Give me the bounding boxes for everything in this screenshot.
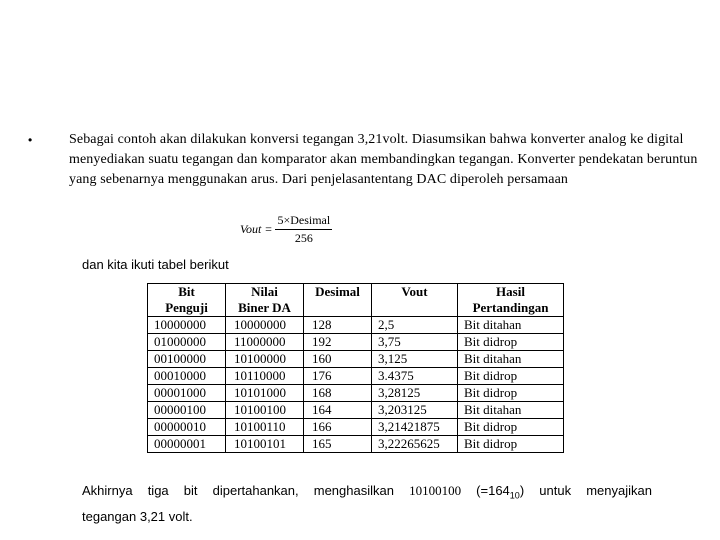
cell-desimal: 164	[304, 402, 372, 419]
conclusion-word: Akhirnya	[82, 483, 133, 498]
cell-bit-penguji: 00000010	[148, 419, 226, 436]
table-row	[148, 402, 564, 419]
cell-bit-penguji: 00000001	[148, 436, 226, 453]
vout-formula	[240, 213, 332, 246]
cell-biner-da: 10101000	[226, 385, 304, 402]
body-paragraph: Sebagai contoh akan dilakukan konversi tegangan 3,21volt. Diasumsikan bahwa konverter analog ke digital menyediakan suatu tegangan dan komparator akan membandingkan tegangan. Konverter pendekatan beruntun yang sebenarnya menggunakan arus. Dari penjelasantentang DAC diperoleh persamaan	[69, 132, 698, 187]
cell-bit-penguji: 10000000	[148, 317, 226, 334]
cell-hasil: Bit ditahan	[458, 351, 564, 368]
cell-biner-da: 10110000	[226, 368, 304, 385]
conclusion-word: menghasilkan	[313, 483, 394, 498]
conclusion-line-1	[82, 483, 652, 501]
header-nilai-biner: Nilai Biner DA	[226, 284, 304, 317]
cell-hasil: Bit didrop	[458, 368, 564, 385]
cell-biner-da: 10000000	[226, 317, 304, 334]
table-row	[148, 436, 564, 453]
cell-vout: 3,21421875	[372, 419, 458, 436]
table-row	[148, 368, 564, 385]
formula-lhs: Vout =	[240, 222, 273, 236]
conclusion-decimal-value: $(=164_{10})$	[476, 483, 525, 501]
cell-biner-da: 10100101	[226, 436, 304, 453]
table-row	[148, 351, 564, 368]
header-hasil: Hasil Pertandingan	[458, 284, 564, 317]
cell-desimal: 128	[304, 317, 372, 334]
cell-desimal: 165	[304, 436, 372, 453]
table-header-row	[148, 284, 564, 317]
table-row	[148, 385, 564, 402]
cell-vout: 3,125	[372, 351, 458, 368]
cell-biner-da: 10100110	[226, 419, 304, 436]
cell-desimal: 160	[304, 351, 372, 368]
table-row	[148, 317, 564, 334]
cell-desimal: 166	[304, 419, 372, 436]
cell-hasil: Bit didrop	[458, 334, 564, 351]
conclusion-word: tiga	[147, 483, 169, 498]
table-intro: dan kita ikuti tabel berikut	[82, 257, 229, 272]
conclusion-word: dipertahankan,	[212, 483, 299, 498]
conclusion-binary-value: 10100100	[409, 483, 462, 498]
cell-biner-da: 10100100	[226, 402, 304, 419]
table-row	[148, 419, 564, 436]
conversion-table	[147, 283, 564, 453]
cell-hasil: Bit didrop	[458, 385, 564, 402]
cell-desimal: 192	[304, 334, 372, 351]
cell-hasil: Bit ditahan	[458, 317, 564, 334]
cell-bit-penguji: 01000000	[148, 334, 226, 351]
header-vout: Vout	[372, 284, 458, 317]
cell-hasil: Bit didrop	[458, 436, 564, 453]
cell-vout: 3,28125	[372, 385, 458, 402]
formula-fraction	[275, 213, 332, 246]
cell-vout: 3,75	[372, 334, 458, 351]
header-desimal: Desimal	[304, 284, 372, 317]
cell-bit-penguji: 00100000	[148, 351, 226, 368]
cell-bit-penguji: 00010000	[148, 368, 226, 385]
cell-hasil: Bit didrop	[458, 419, 564, 436]
cell-vout: 2,5	[372, 317, 458, 334]
conclusion-word: bit	[183, 483, 198, 498]
formula-numerator: 5×Desimal	[275, 213, 332, 230]
cell-vout: 3,203125	[372, 402, 458, 419]
cell-hasil: Bit ditahan	[458, 402, 564, 419]
cell-vout: 3,22265625	[372, 436, 458, 453]
cell-bit-penguji: 00000100	[148, 402, 226, 419]
cell-desimal: 176	[304, 368, 372, 385]
conclusion-line-2: tegangan 3,21 volt.	[82, 509, 193, 524]
bullet-marker: •	[28, 133, 33, 147]
cell-desimal: 168	[304, 385, 372, 402]
cell-vout: 3.4375	[372, 368, 458, 385]
conclusion-word: menyajikan	[586, 483, 652, 498]
table-row	[148, 334, 564, 351]
cell-biner-da: 11000000	[226, 334, 304, 351]
formula-denominator: 256	[294, 231, 313, 245]
header-bit-penguji: Bit Penguji	[148, 284, 226, 317]
cell-biner-da: 10100000	[226, 351, 304, 368]
cell-bit-penguji: 00001000	[148, 385, 226, 402]
conclusion-word: untuk	[539, 483, 572, 498]
